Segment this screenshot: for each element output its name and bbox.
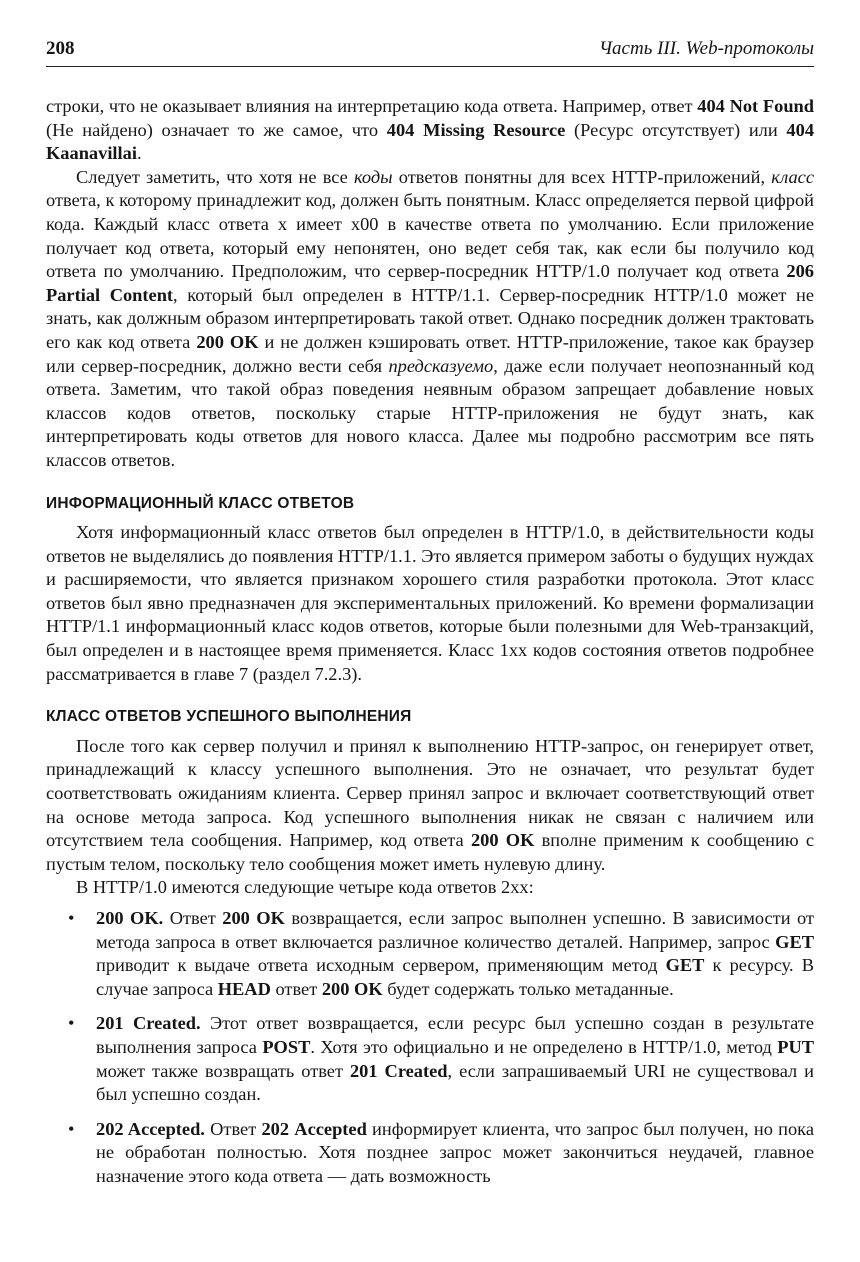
text: возвращается, если запрос выполнен успешно. В зависимости от метода запроса в ответ включается различное количество деталей. Например, запрос [96,908,814,952]
paragraph-informational: Хотя информационный класс ответов был определен в HTTP/1.0, в действительности коды ответов не выделялись до появления HTTP/1.1. Это является примером заботы о будущих нуждах и расширяемости, что является признаком хорошего стиля разработки протокола. Этот класс ответов был явно предназначен для экспериментальных приложений. Ко времени формализации HTTP/1.1 информационный класс кодов ответов, которые были полезными для Web-транзакций, был определен и в настоящее время применяется. Класс 1xx кодов состояния ответов подробнее рассматривается в главе 7 (раздел 7.2.3). [46,522,814,684]
running-title: Часть III. Web-протоколы [598,38,814,59]
emphasis: предсказуемо [388,355,494,376]
paragraph-response-classes [46,166,814,473]
text: приводит к выдаче ответа исходным сервером, применяющим метод [96,955,666,976]
text: ответов понятны для всех HTTP-приложений, [392,166,772,187]
text: будет содержать только метаданные. [382,978,674,999]
paragraph-2xx-intro: В HTTP/1.0 имеются следующие четыре кода ответов 2xx: [76,877,534,898]
code-404-not-found: 404 Not Found [697,96,815,116]
paragraph-success [46,735,814,877]
list-item-201 [46,1012,814,1106]
text: (Не найдено) означает то же самое, что [46,119,387,140]
page-body [46,95,814,1200]
bullet-icon: • [68,1013,75,1034]
code-202: 202 Accepted [261,1118,367,1139]
text: , даже если получает неопознанный код ответа. Заметим, что такой образ поведения неявным образом запрещает добавление новых классов кодов ответов, поскольку старые HTTP-приложения не будут знать, как интерпретировать коды ответов для нового класса. Далее мы подробно рассмотрим все пять классов ответов. [46,355,814,470]
section-heading-success: КЛАСС ОТВЕТОВ УСПЕШНОГО ВЫПОЛНЕНИЯ [46,708,412,726]
method-head: HEAD [217,978,271,999]
text: Ответ [204,1118,262,1139]
text: (Ресурс отсутствует) или [565,119,787,140]
code-404-kaanavillai: 404 Kaanavillai [46,119,815,164]
text: к ресурсу. В случае запроса [96,955,814,999]
text: ответа, к которому принадлежит код, должен быть понятным. Класс определяется первой цифрой кода. Каждый класс ответа x имеет x00 в качестве ответа по умолчанию. Если приложение получает код ответа, который ему непонятен, оно ведет себя так, как если бы получило код ответа по умолчанию. Предположим, что сервер-посредник HTTP/1.0 получает код ответа [46,190,814,282]
text: . Хотя это официально и не определено в HTTP/1.0, метод [310,1036,778,1057]
code-200: 200 OK [470,830,535,851]
header-rule [46,66,814,67]
page-number: 208 [46,38,75,59]
code-list [46,907,814,1189]
term: 200 OK. [96,908,164,928]
term: 201 Created. [96,1013,201,1034]
bullet-icon: • [68,1118,75,1139]
section-heading-informational: ИНФОРМАЦИОННЫЙ КЛАСС ОТВЕТОВ [46,494,355,512]
text: и не должен кэшировать ответ. HTTP-приложение, такое как браузер или сервер-посредник, должно вести себя [46,331,815,376]
text: Этот ответ возвращается, если ресурс был успешно создан в результате выполнения запроса [96,1013,815,1057]
method-post: POST [262,1036,311,1057]
paragraph-continuation [46,95,814,166]
method-get: GET [665,955,705,976]
code-404-missing-resource: 404 Missing Resource [386,119,566,140]
code-200: 200 OK [196,331,259,352]
text: может также возвращать ответ [96,1060,350,1081]
text: , если запрашиваемый URI не существовал и был успешно создан. [96,1060,815,1105]
text: ответ [270,978,322,999]
list-item-202 [46,1118,814,1189]
code-206: 206 Partial Content [46,261,814,305]
text: строки, что не оказывает влияния на интерпретацию кода ответа. Например, ответ [46,96,698,116]
page-header [46,38,814,60]
code-201: 201 Created [349,1060,448,1081]
text: , который был определен в HTTP/1.1. Сервер-посредник HTTP/1.0 может не знать, как должным образом интерпретировать такой ответ. Однако посредник должен трактовать его как код ответа [46,284,814,352]
text: . [136,143,142,164]
emphasis: класс [771,166,814,187]
method-put: PUT [777,1036,815,1057]
text: После того как сервер получил и принял к выполнению HTTP-запрос, он генерирует ответ, принадлежащий к классу успешного выполнения. Это не означает, что результат будет соответствовать ожиданиям клиента. Сервер принял запрос и включает соответствующий ответ на основе метода запроса. Код успешного выполнения никак не связан с наличием или отсутствием тела сообщения. Например, код ответа [46,735,814,851]
list-item-200 [46,907,814,1001]
text: Следует заметить, что хотя не все [76,166,354,187]
method-get: GET [775,931,814,952]
code-200: 200 OK [222,908,285,928]
text: Ответ [163,908,223,928]
emphasis: коды [354,166,393,187]
term: 202 Accepted. [96,1118,205,1139]
text: вполне применим к сообщению с пустым телом, поскольку тело сообщения может иметь нулевую длину. [46,830,814,874]
bullet-icon: • [68,908,75,928]
text: информирует клиента, что запрос был получен, но пока не обработан полностью. Хотя позднее запрос может закончиться неудачей, главное назначение этого кода ответа — дать возможность [96,1118,815,1186]
code-200: 200 OK [321,978,383,999]
